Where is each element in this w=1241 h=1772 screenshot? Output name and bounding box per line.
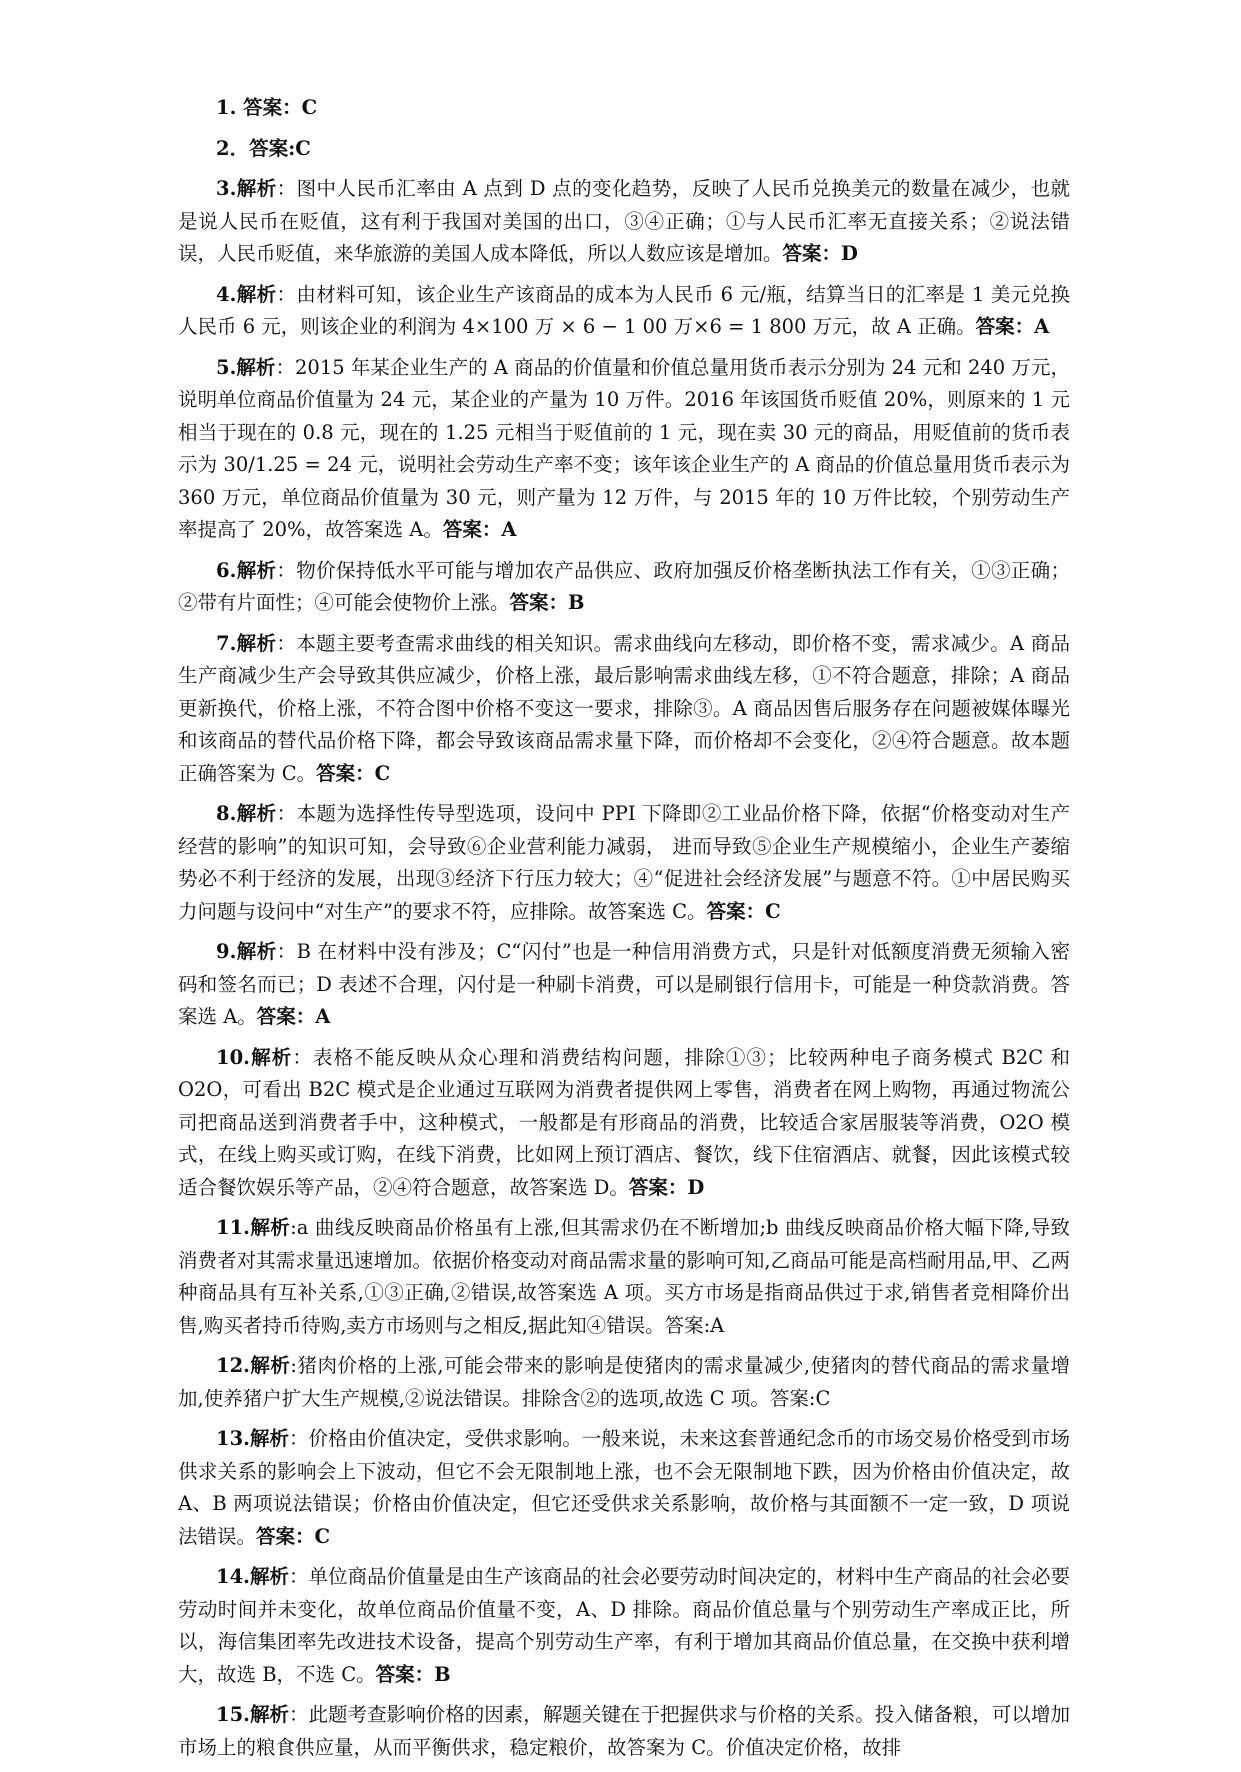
answer-item-7 — [178, 628, 1070, 791]
item-answer: 答案：D — [782, 242, 858, 265]
answer-item-6 — [178, 555, 1070, 620]
item-lead: 8.解析 — [216, 802, 277, 825]
item-lead: 6.解析 — [216, 558, 277, 582]
item-lead: 13.解析 — [216, 1427, 289, 1450]
item-body: ：单位商品价值量是由生产该商品的社会必要劳动时间决定的，材料中生产商品的社会必要劳动时间并未变化，故单位商品价值量不变，A、D 排除。商品价值总量与个别劳动生产率成正比，所以，海信集团率先改进技术设备，提高个别劳动生产率，有利于增加其商品价值总量，在交换中获利增大，故选 B，不选 C。 — [178, 1565, 1070, 1686]
item-answer: 答案：B — [375, 1662, 451, 1686]
item-answer: 答案：C — [706, 899, 781, 923]
answer-item-3 — [178, 173, 1070, 271]
item-answer: 答案：A — [975, 315, 1050, 338]
answer-item-13 — [178, 1423, 1070, 1553]
item-body: ：图中人民币汇率由 A 点到 D 点的变化趋势，反映了人民币兑换美元的数量在减少，也就是说人民币在贬值，这有利于我国对美国的出口，③④正确；①与人民币汇率无直接关系；②说法错误，人民币贬值，来华旅游的美国人成本降低，所以人数应该是增加。 — [178, 177, 1071, 265]
item-lead: 15.解析 — [216, 1703, 289, 1726]
answer-item-2 — [178, 133, 1070, 166]
item-body: ：此题考查影响价格的因素，解题关键在于把握供求与价格的关系。投入储备粮，可以增加市场上的粮食供应量，从而平衡供求，稳定粮价，故答案为 C。价值决定价格，故排 — [178, 1703, 1070, 1759]
item-lead: 5.解析 — [216, 355, 276, 379]
item-answer: 答案：B — [509, 591, 585, 614]
answer-item-10 — [178, 1042, 1070, 1205]
answer-item-4 — [178, 279, 1070, 344]
item-lead: 7.解析 — [216, 631, 277, 655]
item-lead: 3.解析 — [216, 177, 277, 200]
answer-item-12 — [178, 1350, 1070, 1415]
item-body: ：价格由价值决定，受供求影响。一般来说，未来这套普通纪念币的市场交易价格受到市场供求关系的影响会上下波动，但它不会无限制地上涨，也不会无限制地下跌，因为价格由价值决定，故 A、B 两项说法错误；价格由价值决定，但它还受供求关系影响，故价格与其面额不一定一致，D 项说法错误。 — [178, 1427, 1070, 1548]
item-body: ：本题主要考查需求曲线的相关知识。需求曲线向左移动，即价格不变，需求减少。A 商品生产商减少生产会导致其供应减少，价格上涨，最后影响需求曲线左移，①不符合题意，排除；A 商品更新换代，价格上涨，不符合图中价格不变这一要求，排除③。A 商品因售后服务存在问题被媒体曝光和该商品的替代品价格下降，都会导致该商品需求量下降，而价格却不会变化，②④符合题意。故本题正确答案为 C。 — [178, 631, 1070, 785]
item-body: ：物价保持低水平可能与增加农产品供应、政府加强反价格垄断执法工作有关，①③正确；②带有片面性；④可能会使物价上涨。 — [178, 558, 1070, 614]
item-body: ：B 在材料中没有涉及；C“闪付”也是一种信用消费方式，只是针对低额度消费无须输入密码和签名而已；D 表述不合理，闪付是一种刷卡消费，可以是刷银行信用卡，可能是一种贷款消费。答案选 A。 — [178, 940, 1070, 1028]
item-answer: 答案：D — [628, 1175, 705, 1199]
item-lead: 12.解析 — [216, 1354, 291, 1377]
answer-item-11 — [178, 1212, 1070, 1342]
item-lead: 9.解析 — [216, 940, 277, 963]
item-body: ：由材料可知，该企业生产该商品的成本为人民币 6 元/瓶，结算当日的汇率是 1 美元兑换人民币 6 元，则该企业的利润为 4×100 万 × 6 − 1 00 万×6 = 1 800 万元，故 A 正确。 — [178, 282, 1070, 338]
item-lead: 1. 答案：C — [216, 96, 318, 119]
item-answer: 答案：A — [442, 518, 517, 541]
answer-item-5 — [178, 352, 1070, 547]
item-body: ：表格不能反映从众心理和消费结构问题，排除①③；比较两种电子商务模式 B2C 和 O2O，可看出 B2C 模式是企业通过互联网为消费者提供网上零售，消费者在网上购物，再通过物流公司把商品送到消费者手中，这种模式，一般都是有形商品的消费，比较适合家居服装等消费，O2O 模式，在线上购买或订购，在线下消费，比如网上预订酒店、餐饮，线下住宿酒店、就餐，因此该模式较适合餐饮娱乐等产品，②④符合题意，故答案选 D。 — [178, 1045, 1070, 1199]
item-lead: 2．答案:C — [216, 136, 311, 160]
item-lead: 11.解析 — [216, 1216, 291, 1239]
answer-item-1 — [178, 92, 1070, 125]
item-body: ：本题为选择性传导型选项，设问中 PPI 下降即②工业品价格下降，依据“价格变动对生产经营的影响”的知识可知，会导致⑥企业营利能力减弱， 进而导致⑤企业生产规模缩小，企业生产萎缩势必不利于经济的发展，出现③经济下行压力较大；④“促进社会经济发展”与题意不符。①中居民购买力问题与设问中“对生产”的要求不符，应排除。故答案选 C。 — [178, 802, 1070, 923]
item-body: ：2015 年某企业生产的 A 商品的价值量和价值总量用货币表示分别为 24 元和 240 万元，说明单位商品价值量为 24 元，某企业的产量为 10 万件。2016 年该国货币贬值 20%，则原来的 1 元相当于现在的 0.8 元，现在的 1.25 元相当于贬值前的 1 元，现在卖 30 元的商品，用贬值前的货币表示为 30/1.25 = 24 元，说明社会劳动生产率不变；该年该企业生产的 A 商品的价值总量用货币表示为 360 万元，单位商品价值量为 30 元，则产量为 12 万件，与 2015 年的 10 万件比较，个别劳动生产率提高了 20%，故答案选 A。 — [178, 355, 1070, 541]
answer-item-8 — [178, 798, 1070, 928]
answer-item-15 — [178, 1699, 1070, 1764]
item-answer: 答案：A — [256, 1005, 331, 1028]
answer-document — [178, 92, 1070, 1772]
answer-item-14 — [178, 1561, 1070, 1691]
item-answer: 答案：C — [256, 1524, 331, 1548]
item-answer: 答案：C — [316, 761, 391, 785]
answer-item-9 — [178, 936, 1070, 1034]
item-lead: 4.解析 — [216, 282, 277, 306]
item-lead: 14.解析 — [216, 1565, 289, 1588]
item-body: :猪肉价格的上涨,可能会带来的影响是使猪肉的需求量减少,使猪肉的替代商品的需求量增加,使养猪户扩大生产规模,②说法错误。排除含②的选项,故选 C 项。答案:C — [178, 1354, 1070, 1410]
item-lead: 10.解析 — [216, 1045, 293, 1069]
item-body: :a 曲线反映商品价格虽有上涨,但其需求仍在不断增加;b 曲线反映商品价格大幅下降,导致消费者对其需求量迅速增加。依据价格变动对商品需求量的影响可知,乙商品可能是高档耐用品,甲、乙两种商品具有互补关系,①③正确,②错误,故答案选 A 项。买方市场是指商品供过于求,销售者竞相降价出售,购买者持币待购,卖方市场则与之相反,据此知④错误。答案:A — [178, 1216, 1070, 1337]
